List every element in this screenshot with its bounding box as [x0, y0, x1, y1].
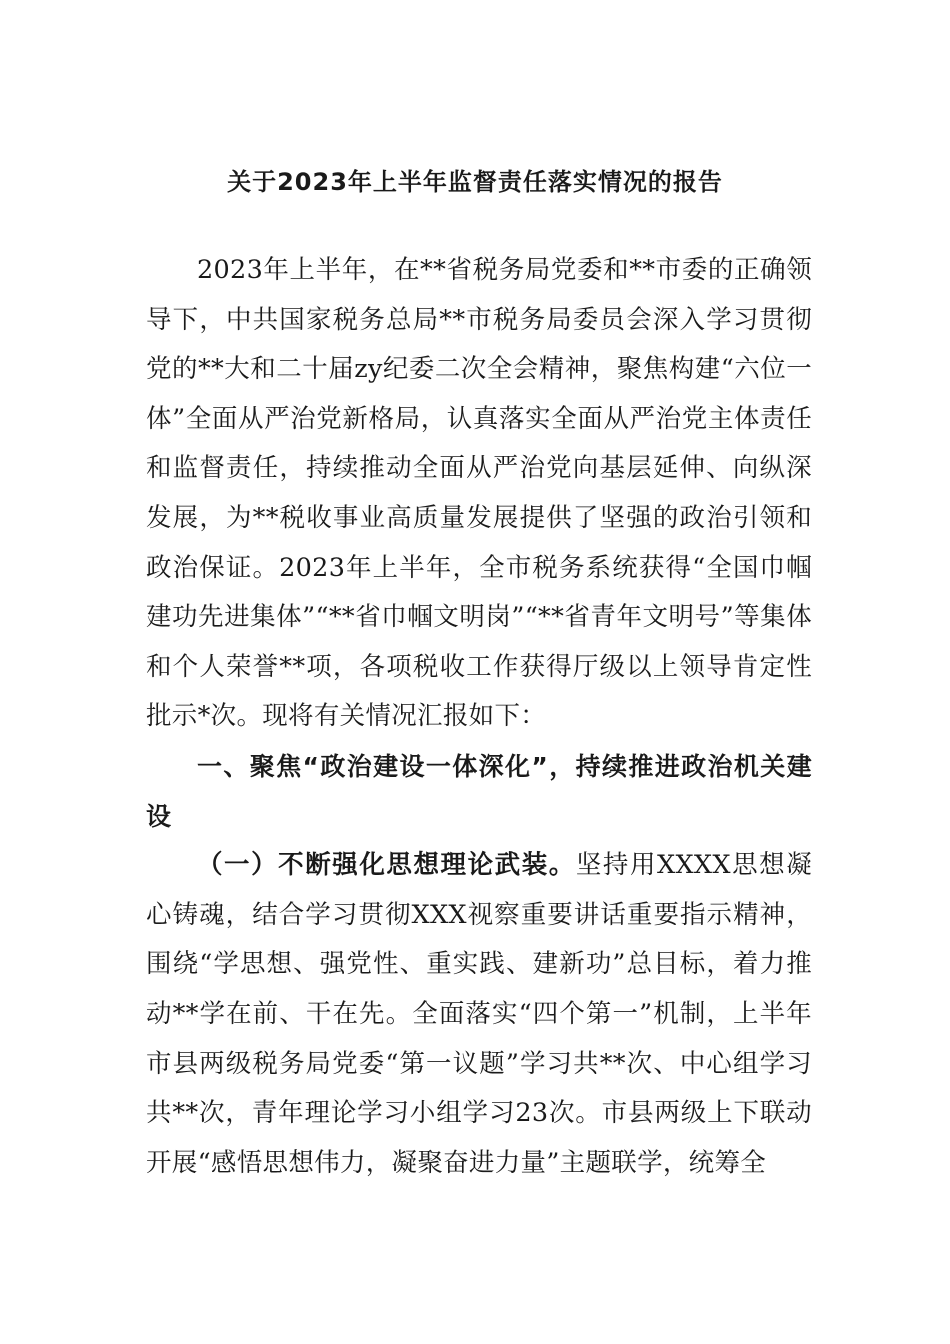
subsection-1-paragraph: [146, 841, 812, 1188]
document-body: [146, 246, 812, 1188]
subsection-1-text: 坚持用XXXX思想凝心铸魂，结合学习贯彻XXX视察重要讲话重要指示精神，围绕“学思想、强党性、重实践、建新功”总目标，着力推动**学在前、干在先。全面落实“四个第一”机制，上半年市县两级税务局党委“第一议题”学习共**次、中心组学习共**次，青年理论学习小组学习23次。市县两级上下联动开展“感悟思想伟力，凝聚奋进力量”主题联学，统筹全: [146, 850, 812, 1178]
subsection-1-lead: （一）不断强化思想理论武装。: [197, 850, 576, 881]
section-1-heading: 一、聚焦“政治建设一体深化”，持续推进政治机关建设: [146, 751, 812, 831]
intro-paragraph: 2023年上半年，在**省税务局党委和**市委的正确领导下，中共国家税务总局**市税务局委员会深入学习贯彻党的**大和二十届zy纪委二次全会精神，聚焦构建“六位一体”全面从严治党新格局，认真落实全面从严治党主体责任和监督责任，持续推动全面从严治党向基层延伸、向纵深发展，为**税收事业高质量发展提供了坚强的政治引领和政治保证。2023年上半年，全市税务系统获得“全国巾帼建功先进集体”“**省巾帼文明岗”“**省青年文明号”等集体和个人荣誉**项，各项税收工作获得厅级以上领导肯定性批示*次。现将有关情况汇报如下：: [146, 255, 812, 732]
document-title: 关于2023年上半年监督责任落实情况的报告: [227, 168, 723, 196]
